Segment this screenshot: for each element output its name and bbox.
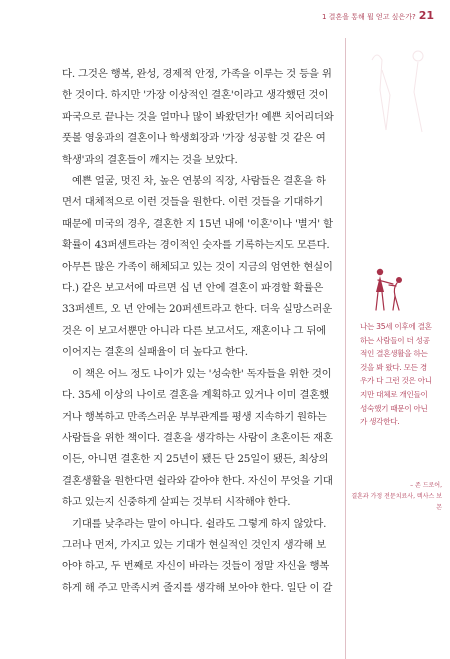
running-head-title: 1 결혼을 통해 뭘 얻고 싶은가? <box>322 13 416 21</box>
attribution-role: 결혼과 가정 전문치료사, 텍사스 보몬 <box>351 493 442 511</box>
paragraph-1: 다. 그것은 행복, 완성, 경제적 안정, 가족을 이루는 것 등을 위한 것이다. 하지만 '가장 이상적인 결혼'이라고 생각했던 것이 파국으로 끝나는 것을 얼마나 많이 봐왔던가! 예쁜 치어리더와 풋볼 영웅과의 결혼이나 학생회장과 '가장 성공할 것 같은 여학생'과의 결혼들이 깨지는 것을 보았다. <box>62 68 334 166</box>
couple-bowing-illustration-icon <box>363 266 413 314</box>
paragraph-2: 예쁜 얼굴, 멋진 차, 높은 연봉의 직장, 사람들은 결혼을 하면서 대체적으로 이런 것들을 원한다. 이런 것들을 기대하기 때문에 미국의 경우, 결혼한 지 15년 내에 '이혼'이나 '별거' 할 확률이 43퍼센트라는 경이적인 숫자를 기록하는지도 모른다. 아무튼 많은 가족이 해체되고 있는 것이 지금의 엄연한 현실이다.) 같은 보고서에 따르면 십 년 안에 결혼이 파경할 확률은 33퍼센트, 오 년 안에는 20퍼센트라고 한다. 더욱 실망스러운 것은 이 보고서뿐만 아니라 다른 보고서도, 재혼이나 그 뒤에 이어지는 결혼의 실패율이 더 높다고 한다. <box>62 175 333 359</box>
running-head <box>322 9 434 22</box>
page-number: 21 <box>418 9 434 22</box>
body-text <box>62 64 334 599</box>
sidebar-quote: 나는 35세 이후에 결혼하는 사람들이 더 성공적인 결혼생활을 하는 것을 봐 왔다. 모든 경우가 다 그런 것은 아니지만 대체로 개인들이 성숙했기 때문이 아닌가 생각한다. <box>360 322 432 427</box>
sidebar-attribution <box>348 480 442 513</box>
faded-figure-decoration <box>352 40 442 160</box>
attribution-name: – 존 드로어, <box>410 482 442 489</box>
paragraph-4: 기대를 낮추라는 말이 아니다. 쉴라도 그렇게 하지 않았다. 그러나 먼저, 가지고 있는 기대가 현실적인 것인지 생각해 보아야 하고, 두 번째로 자신이 바라는 것들이 정말 자신을 행복하게 해 주고 만족시켜 줄지를 생각해 보아야 한다. 일단 이 갈 <box>62 517 333 594</box>
sidebar-divider <box>345 38 346 659</box>
paragraph-3: 이 책은 어느 정도 나이가 있는 '성숙한' 독자들을 위한 것이다. 35세 이상의 나이로 결혼을 계획하고 있거나 이미 결혼했거나 행복하고 만족스러운 부부관계를 평생 지속하기 원하는 사람들을 위한 책이다. 결혼을 생각하는 사람이 초혼이든 재혼이든, 아니면 결혼한 지 25년이 됐든 단 25일이 됐든, 최상의 결혼생활을 원한다면 쉴라와 같아야 한다. 자신이 무엇을 기대하고 있는지 신중하게 살피는 것부터 시작해야 한다. <box>62 367 333 509</box>
